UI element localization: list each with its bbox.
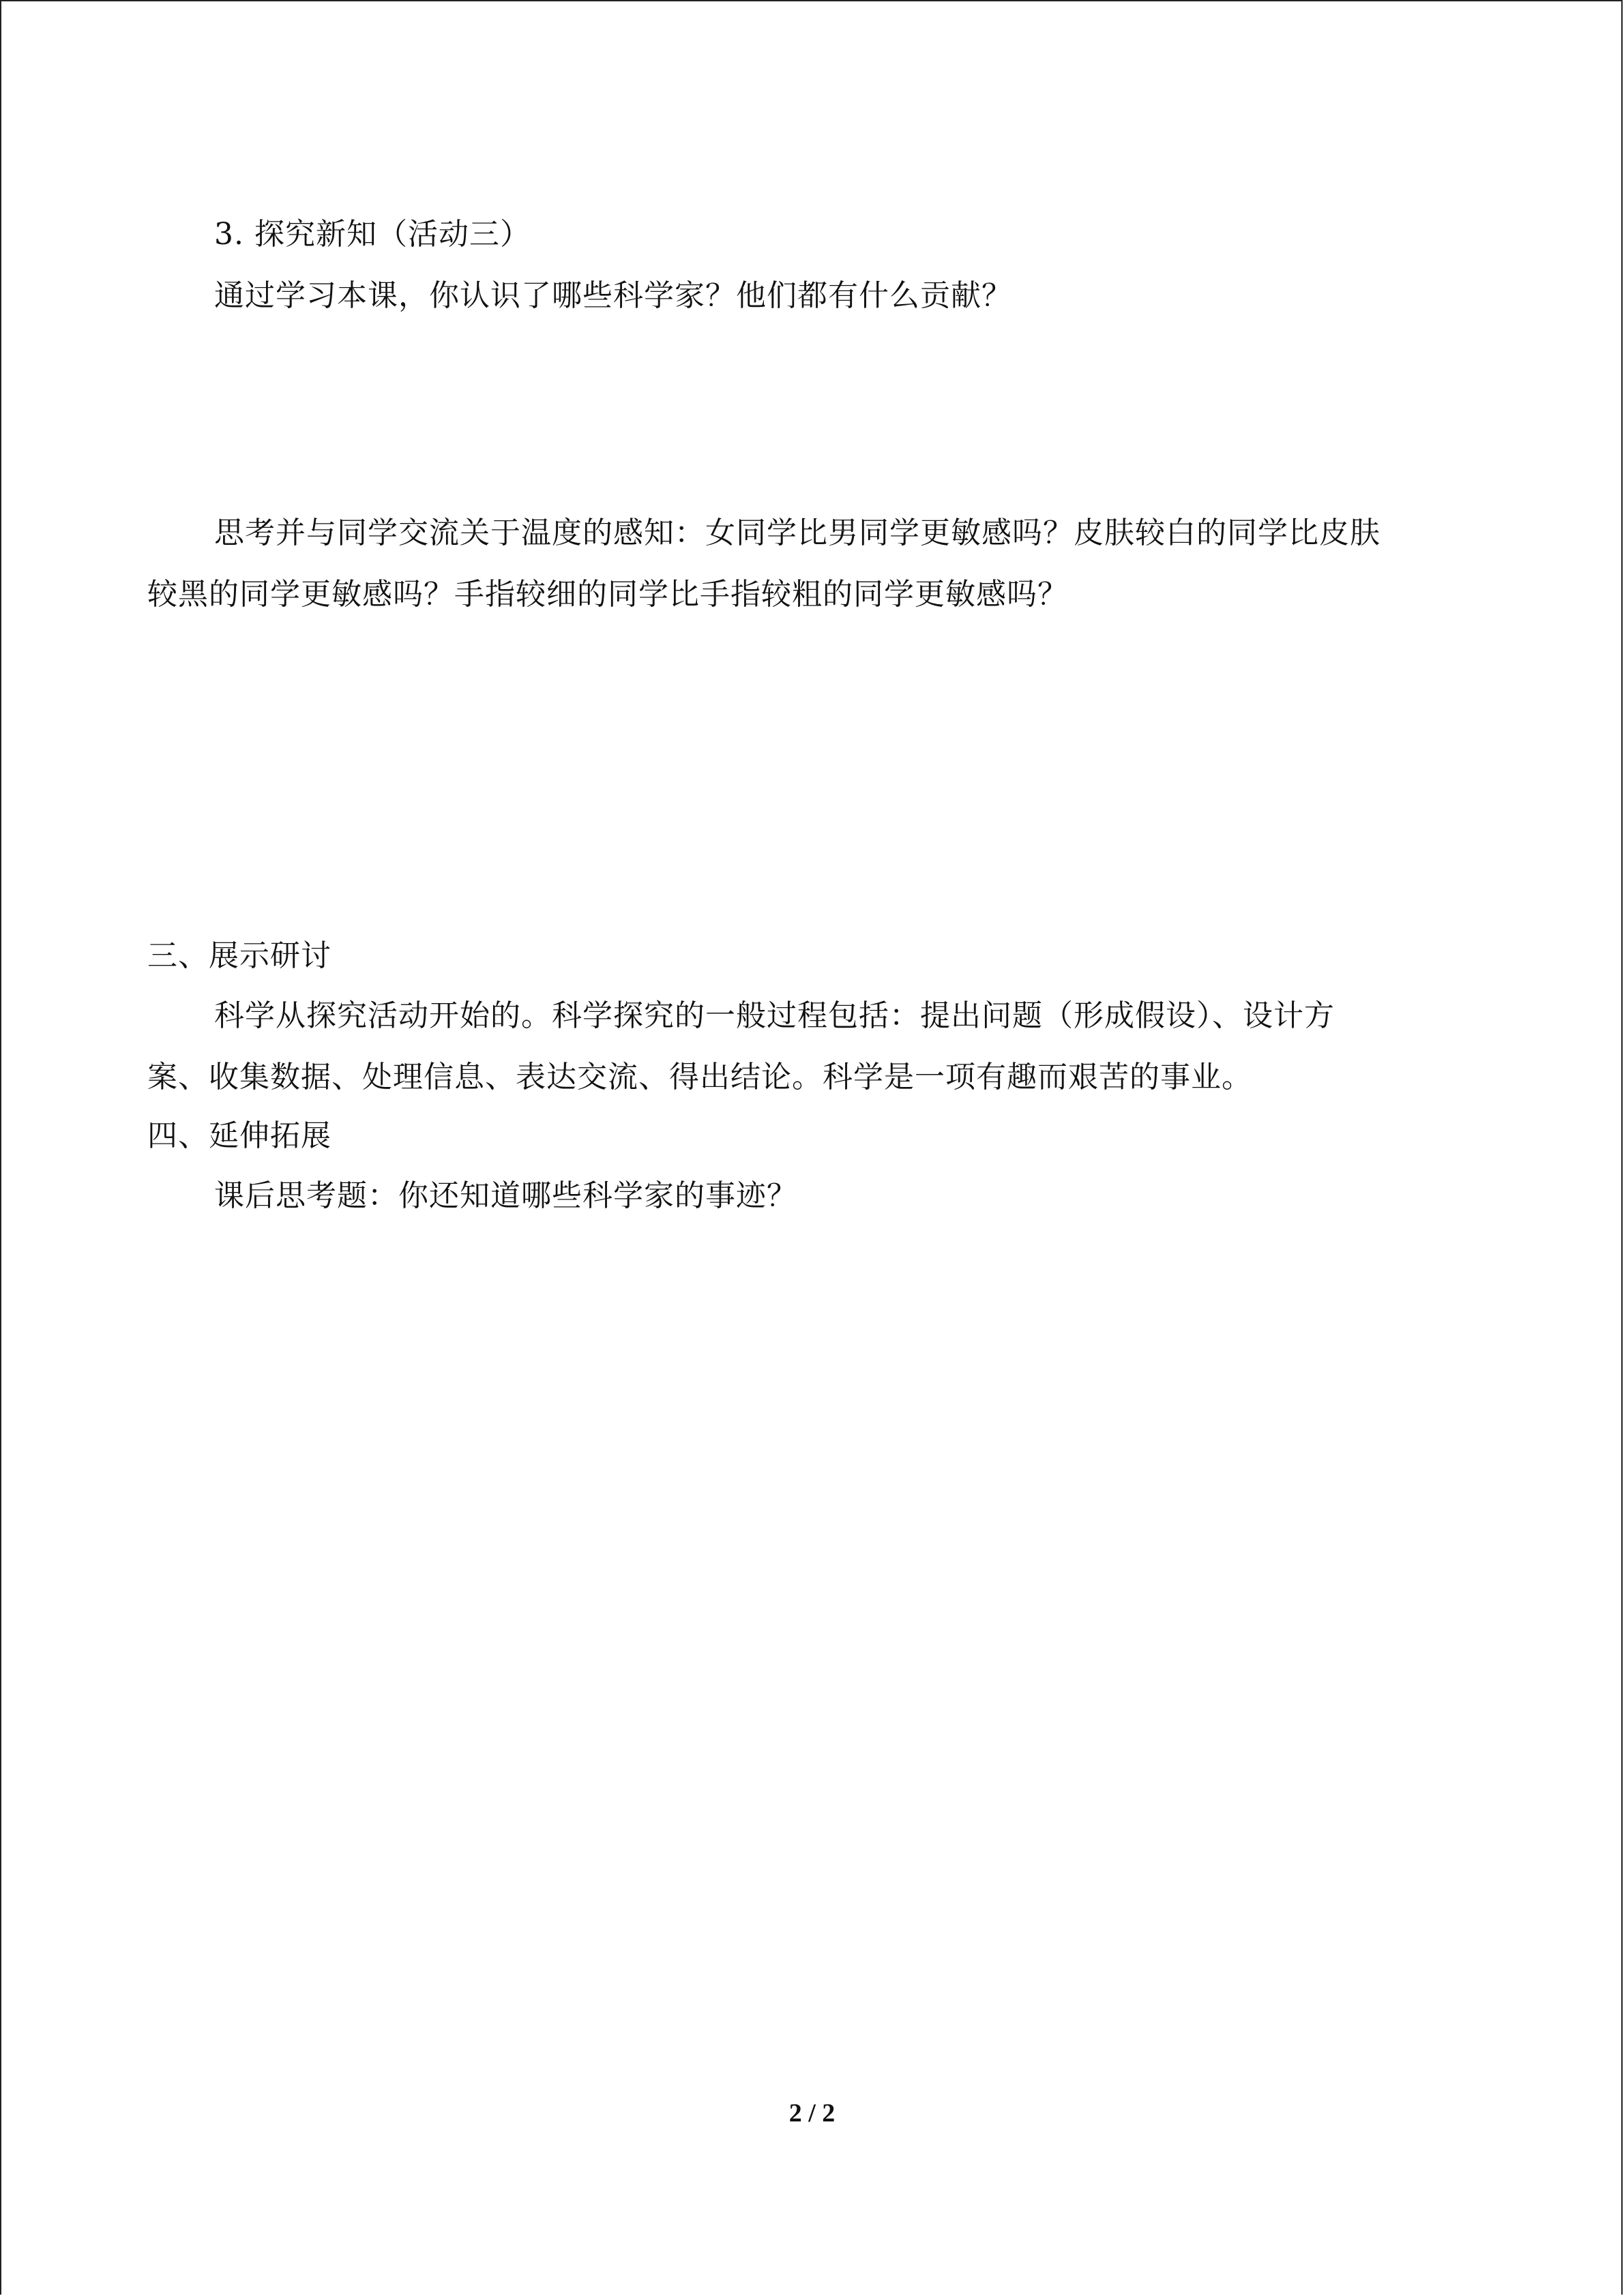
extension-question: 课后思考题：你还知道哪些科学家的事迹？ — [214, 1178, 797, 1213]
temperature-question-line-2: 较黑的同学更敏感吗？手指较细的同学比手指较粗的同学更敏感吗？ — [147, 577, 1068, 612]
extension-heading: 四、延伸拓展 — [147, 1118, 331, 1153]
activity-3-question: 通过学习本课，你认识了哪些科学家？他们都有什么贡献？ — [214, 278, 1012, 313]
display-discussion-heading: 三、展示研讨 — [147, 938, 331, 973]
temperature-question-line-1: 思考并与同学交流关于温度的感知：女同学比男同学更敏感吗？皮肤较白的同学比皮肤 — [214, 516, 1381, 550]
page-number: 2 / 2 — [788, 2099, 836, 2128]
activity-3-heading: 3. 探究新知（活动三） — [214, 217, 531, 252]
display-discussion-body-line-1: 科学从探究活动开始的。科学探究的一般过程包括：提出问题（形成假设）、设计方 — [214, 998, 1335, 1033]
display-discussion-body-line-2: 案、收集数据、处理信息、表达交流、得出结论。科学是一项有趣而艰苦的事业。 — [147, 1060, 1252, 1094]
